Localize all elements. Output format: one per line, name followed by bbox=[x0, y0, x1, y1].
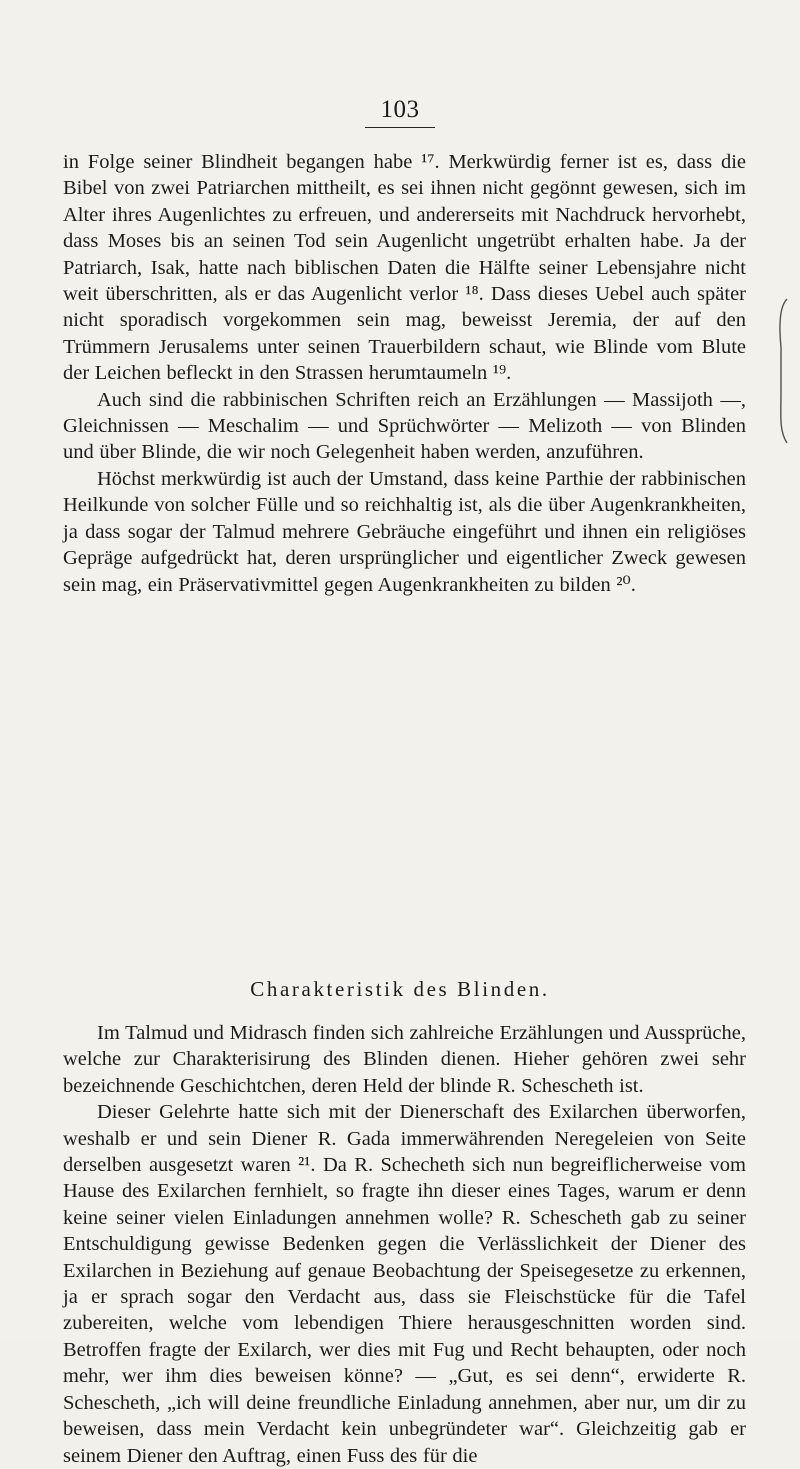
text-block-intro bbox=[63, 149, 746, 598]
page-number: 103 bbox=[380, 96, 420, 123]
paragraph: Dieser Gelehrte hatte sich mit der Dienerschaft des Exilarchen überworfen, weshalb er und sein Diener R. Gada immerwährenden Neregeleien von Seite derselben ausgesetzt waren ²¹. Da R. Schecheth sich nun begreiflicherweise vom Hause des Exilarchen fernhielt, so fragte ihn dieser eines Tages, warum er denn keine seiner vielen Einladungen annehmen wolle? R. Schescheth gab zu seiner Entschuldigung gewisse Bedenken gegen die Verlässlichkeit der Diener des Exilarchen in Beziehung auf genaue Beobachtung der Speisegesetze zu erkennen, ja er sprach sogar den Verdacht aus, dass sie Fleischstücke für die Tafel zubereiten, welche vom lebendigen Thiere herausgeschnitten worden sind. Betroffen fragte der Exilarch, wer dies mit Fug und Recht behaupten, oder noch mehr, wer ihm dies beweisen könne? — „Gut, es sei denn“, erwiderte R. Schescheth, „ich will deine freundliche Einladung annehmen, aber nur, um dir zu beweisen, dass mein Verdacht kein unbegründeter war“. Gleichzeitig gab er seinem Diener den Auftrag, einen Fuss des für die bbox=[63, 1101, 746, 1467]
paragraph: Höchst merkwürdig ist auch der Umstand, dass keine Parthie der rabbinischen Heilkunde von solcher Fülle und so reichhaltig ist, als die über Augenkrankheiten, ja dass sogar der Talmud mehrere Gebräuche eingeführt und ihnen ein religiöses Gepräge aufgedrückt hat, deren ursprünglicher und eigentlicher Zweck gewesen sein mag, ein Präservativmittel gegen Augenkrankheiten zu bilden ²⁰. bbox=[63, 467, 746, 596]
paragraph: Auch sind die rabbinischen Schriften reich an Erzählungen — Massijoth —, Gleichnissen — Meschalim — und Sprüchwörter — Melizoth — von Blinden und über Blinde, die wir noch Gelegenheit haben werden, anzuführen. bbox=[63, 388, 746, 464]
page-number-underline bbox=[365, 127, 435, 128]
section-heading: Charakteristik des Blinden. bbox=[250, 977, 550, 1001]
paragraph: in Folge seiner Blindheit begangen habe ¹⁷. Merkwürdig ferner ist es, dass die Bibel von zwei Patriarchen mittheilt, es sei ihnen nicht gegönnt gewesen, sich im Alter ihres Augenlichtes zu erfreuen, und andererseits mit Nachdruck hervorhebt, dass Moses bis an seinen Tod sein Augenlicht ungetrübt erhalten habe. Ja der Patriarch, Isak, hatte nach biblischen Daten die Hälfte seiner Lebensjahre nicht weit überschritten, als er das Augenlicht verlor ¹⁸. Dass dieses Uebel auch später nicht sporadisch vorgekommen sein mag, beweisst Jeremia, der auf den Trümmern Jerusalems unter seinen Trauerbildern schaut, wie Blinde vom Blute der Leichen befleckt in den Strassen herumtaumeln ¹⁹. bbox=[63, 151, 746, 385]
paragraph: Im Talmud und Midrasch finden sich zahlreiche Erzählungen und Aussprüche, welche zur Charakterisirung des Blinden dienen. Hieher gehören zwei sehr bezeichnende Geschichtchen, deren Held der blinde R. Schescheth ist. bbox=[63, 1022, 746, 1097]
margin-bracket-mark bbox=[773, 297, 793, 445]
text-block-section bbox=[63, 1020, 746, 1469]
